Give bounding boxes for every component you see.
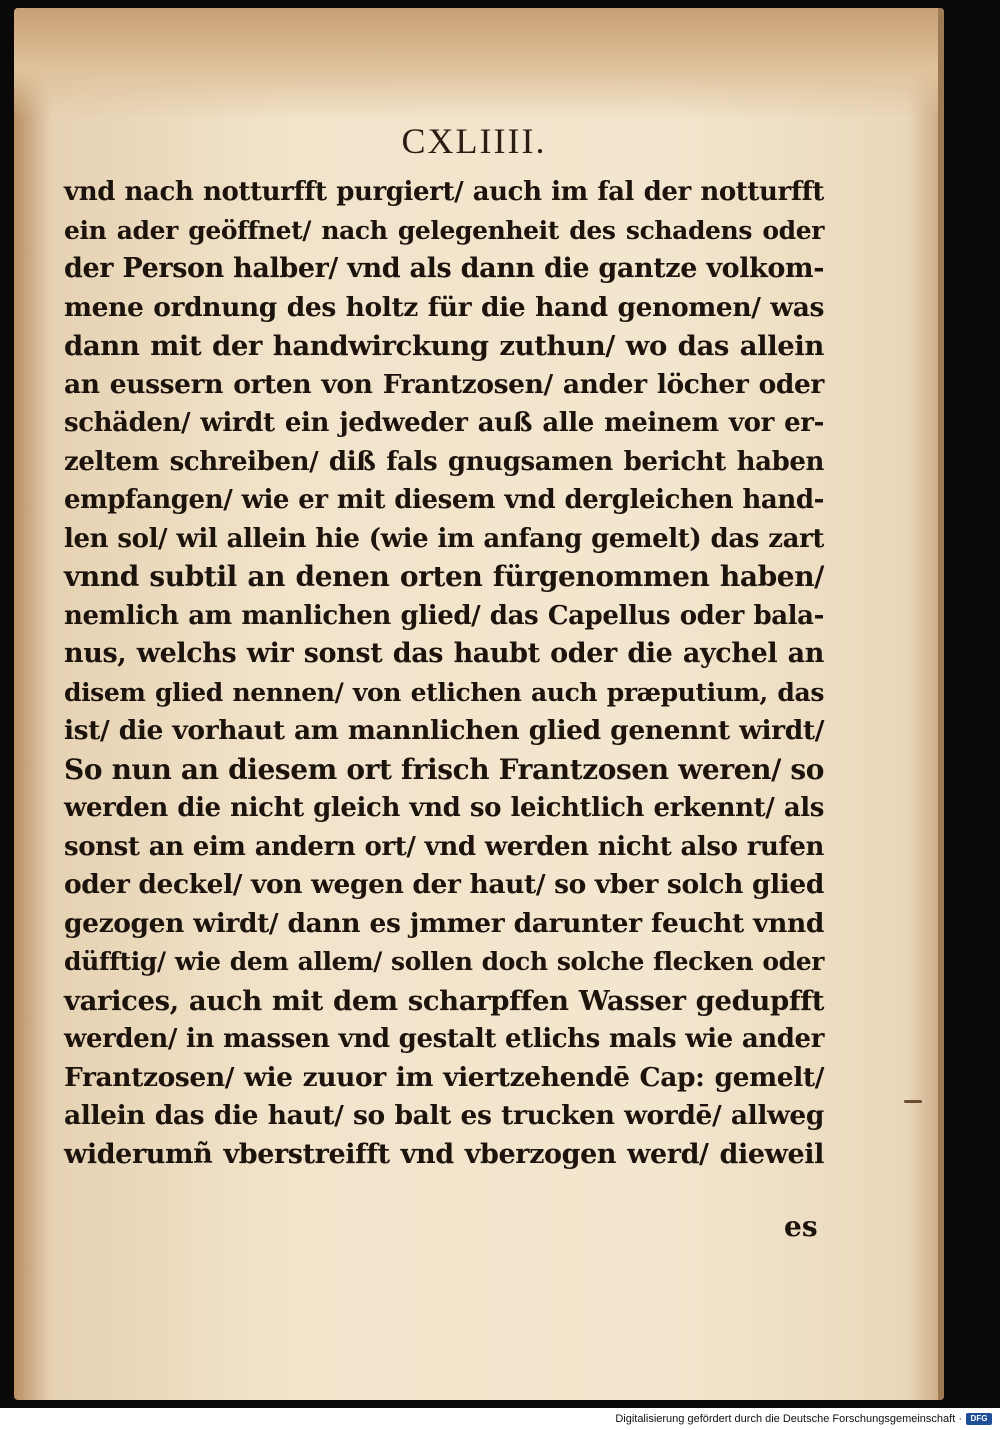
text-line: widerumñ vberstreifft vnd vberzogen werd/ dieweil — [64, 1138, 824, 1170]
text-line: vnd nach notturfft purgiert/ auch im fal der notturfft — [64, 177, 824, 207]
text-line: düfftig/ wie dem allem/ sollen doch solche flecken oder — [64, 947, 824, 976]
text-line: der Person halber/ vnd als dann die gantze volkom- — [64, 253, 824, 284]
text-line: nus, welchs wir sonst das haubt oder die aychel an — [64, 638, 824, 669]
text-line: Frantzosen/ wie zuuor im viertzehendē Cap: gemelt/ — [64, 1061, 824, 1093]
body-text — [64, 173, 824, 1174]
text-line: zeltem schreiben/ diß fals gnugsamen bericht haben — [64, 446, 824, 477]
text-line: ist/ die vorhaut am mannlichen glied genennt wirdt/ — [64, 715, 824, 746]
margin-mark — [904, 1100, 922, 1103]
text-line: disem glied nennen/ von etlichen auch præputium, das — [64, 677, 824, 707]
text-line: werden die nicht gleich vnd so leichtlich erkennt/ als — [64, 793, 824, 823]
text-line: gezogen wirdt/ dann es jmmer darunter feucht vnnd — [64, 907, 824, 939]
text-line: an eussern orten von Frantzosen/ ander löcher oder — [64, 368, 824, 400]
text-line: werden/ in massen vnd gestalt etlichs mals wie ander — [64, 1024, 824, 1054]
water-stain — [14, 8, 944, 120]
credit-text: Digitalisierung gefördert durch die Deutsche Forschungsgemeinschaft · — [615, 1413, 962, 1425]
text-line: allein das die haut/ so balt es trucken wordē/ allweg — [64, 1100, 824, 1131]
book-page — [14, 8, 944, 1400]
text-line: ein ader geöffnet/ nach gelegenheit des schadens oder — [64, 215, 824, 245]
text-line: nemlich am manlichen glied/ das Capellus oder bala- — [64, 600, 824, 631]
text-line: So nun an diesem ort frisch Frantzosen weren/ so — [64, 752, 824, 786]
text-line: oder deckel/ von wegen der haut/ so vber solch glied — [64, 869, 824, 900]
text-line: sonst an eim andern ort/ vnd werden nicht also rufen — [64, 831, 824, 862]
digitization-credit — [615, 1410, 992, 1428]
text-line: dann mit der handwirckung zuthun/ wo das allein — [64, 330, 824, 362]
text-line: len sol/ wil allein hie (wie im anfang gemelt) das zart — [64, 523, 824, 554]
text-line: schäden/ wirdt ein jedweder auß alle meinem vor er- — [64, 408, 824, 438]
dfg-logo: DFG — [966, 1413, 992, 1425]
text-line: mene ordnung des holtz für die hand genomen/ was — [64, 291, 824, 323]
text-line: empfangen/ wie er mit diesem vnd dergleichen hand- — [64, 485, 824, 515]
text-line: varices, auch mit dem scharpffen Wasser gedupfft — [64, 984, 824, 1017]
catchword: es — [784, 1210, 818, 1243]
page-edge — [938, 8, 944, 1400]
text-line: vnnd subtil an denen orten fürgenommen haben/ — [64, 560, 824, 593]
folio-number: CXLIIII. — [401, 121, 547, 161]
